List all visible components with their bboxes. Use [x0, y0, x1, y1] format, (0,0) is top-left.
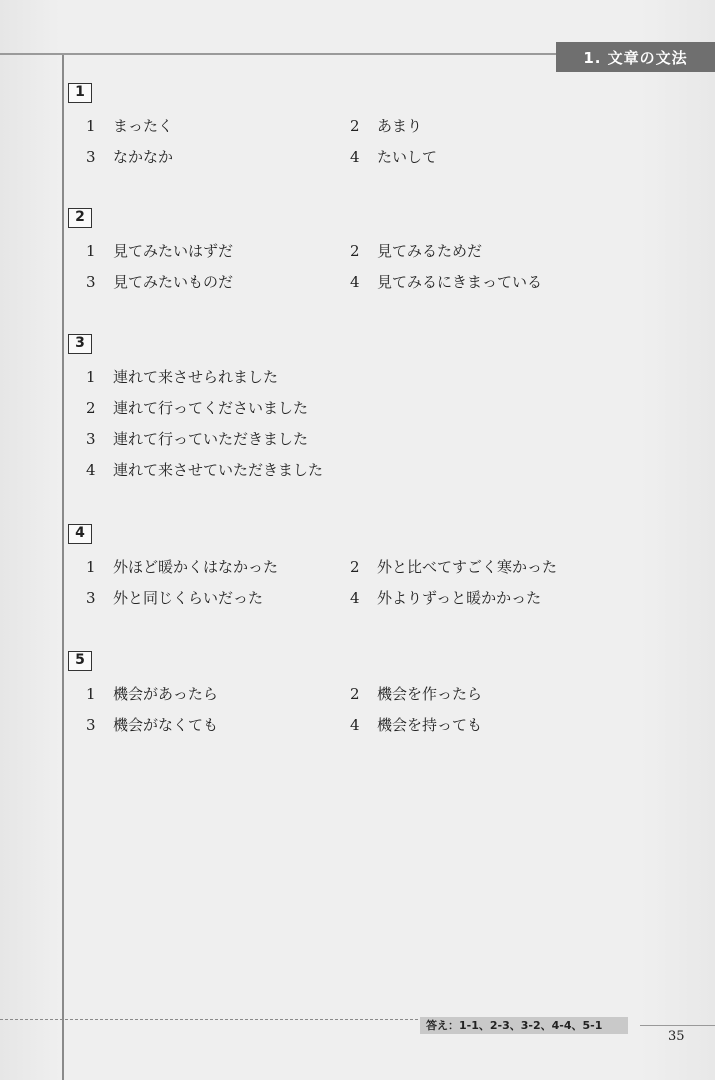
option-number: 4 — [350, 589, 360, 607]
option-number: 3 — [86, 273, 96, 291]
option-2 — [350, 115, 422, 136]
option-4 — [350, 714, 482, 735]
option-text: 見てみたいものだ — [113, 273, 234, 291]
option-text: 連れて来させていただきました — [113, 461, 324, 479]
option-text: 機会があったら — [113, 685, 218, 703]
option-text: 外よりずっと暖かかった — [377, 589, 542, 607]
option-1 — [86, 240, 233, 261]
question-number: 1 — [68, 83, 92, 103]
option-number: 4 — [350, 273, 360, 291]
option-1 — [86, 115, 173, 136]
option-number: 2 — [350, 242, 360, 260]
option-text: たいして — [377, 148, 438, 166]
option-number: 1 — [86, 685, 96, 703]
option-text: 機会を作ったら — [377, 685, 483, 703]
option-1 — [86, 366, 278, 387]
option-number: 3 — [86, 589, 96, 607]
option-4 — [350, 587, 541, 608]
option-text: 見てみるためだ — [377, 242, 483, 260]
option-3 — [86, 714, 218, 735]
option-number: 1 — [86, 558, 96, 576]
option-number: 4 — [350, 148, 360, 166]
option-3 — [86, 271, 233, 292]
option-3 — [86, 587, 263, 608]
option-2 — [350, 556, 557, 577]
option-text: 外と比べてすごく寒かった — [377, 558, 558, 576]
option-number: 1 — [86, 368, 96, 386]
option-number: 2 — [350, 685, 360, 703]
question-number: 3 — [68, 334, 92, 354]
option-text: 機会がなくても — [113, 716, 219, 734]
option-4 — [350, 146, 437, 167]
option-number: 1 — [86, 117, 96, 135]
option-4 — [86, 459, 323, 480]
option-text: あまり — [377, 117, 423, 135]
option-text: 連れて行っていただきました — [113, 430, 309, 448]
option-text: 機会を持っても — [377, 716, 483, 734]
option-number: 2 — [350, 117, 360, 135]
option-text: なかなか — [113, 148, 174, 166]
option-number: 2 — [86, 399, 96, 417]
option-2 — [350, 240, 482, 261]
option-text: まったく — [113, 117, 174, 135]
option-3 — [86, 428, 308, 449]
option-1 — [86, 683, 218, 704]
option-2 — [350, 683, 482, 704]
option-text: 連れて行ってくださいました — [113, 399, 309, 417]
option-4 — [350, 271, 542, 292]
option-number: 2 — [350, 558, 360, 576]
option-3 — [86, 146, 173, 167]
option-text: 見てみるにきまっている — [377, 273, 543, 291]
option-text: 見てみたいはずだ — [113, 242, 234, 260]
option-number: 4 — [86, 461, 96, 479]
page-number: 35 — [668, 1029, 685, 1044]
question-number: 5 — [68, 651, 92, 671]
option-number: 3 — [86, 430, 96, 448]
section-title-tab: 1. 文章の文法 — [556, 42, 715, 72]
option-number: 3 — [86, 148, 96, 166]
option-2 — [86, 397, 308, 418]
option-number: 3 — [86, 716, 96, 734]
option-text: 外と同じくらいだった — [113, 589, 264, 607]
option-1 — [86, 556, 278, 577]
question-number: 2 — [68, 208, 92, 228]
left-margin-rule — [62, 55, 64, 1080]
option-number: 1 — [86, 242, 96, 260]
question-number: 4 — [68, 524, 92, 544]
footer-corner-rule — [640, 1025, 715, 1026]
option-number: 4 — [350, 716, 360, 734]
option-text: 連れて来させられました — [113, 368, 279, 386]
option-text: 外ほど暖かくはなかった — [113, 558, 279, 576]
answer-key: 答え：1-1、2-3、3-2、4-4、5-1 — [420, 1017, 628, 1034]
